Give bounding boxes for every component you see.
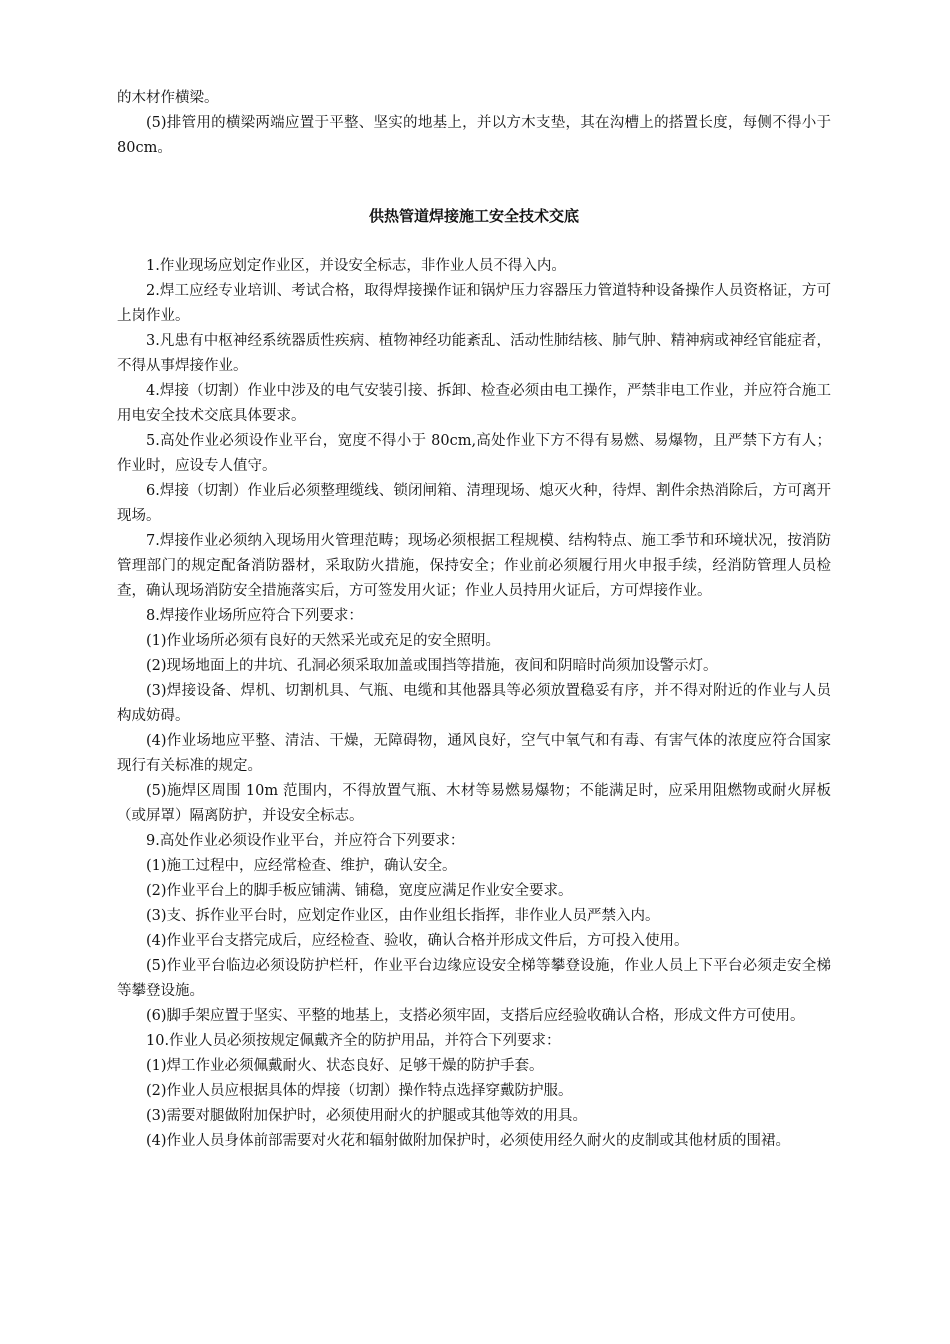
body-paragraph: 1.作业现场应划定作业区，并设安全标志，非作业人员不得入内。 — [146, 258, 566, 274]
body-paragraph: (1)作业场所必须有良好的天然采光或充足的安全照明。 — [146, 633, 501, 649]
body-paragraph: 3.凡患有中枢神经系统器质性疾病、植物神经功能紊乱、活动性肺结核、肺气肿、精神病或神经官能症者，不得从事焊接作业。 — [117, 333, 831, 374]
body-paragraph: 10.作业人员必须按规定佩戴齐全的防护用品，并符合下列要求： — [146, 1033, 561, 1049]
body-paragraph: (5)作业平台临边必须设防护栏杆，作业平台边缘应设安全梯等攀登设施，作业人员上下平台必须走安全梯等攀登设施。 — [117, 958, 831, 999]
body-paragraph: (3)支、拆作业平台时，应划定作业区，由作业组长指挥，非作业人员严禁入内。 — [146, 908, 660, 924]
body-paragraph: (1)焊工作业必须佩戴耐火、状态良好、足够干燥的防护手套。 — [146, 1058, 544, 1074]
body-paragraph: 8.焊接作业场所应符合下列要求： — [146, 608, 363, 624]
body-paragraph: 6.焊接（切割）作业后必须整理缆线、锁闭闸箱、清理现场、熄灭火种，待焊、割件余热消除后，方可离开现场。 — [117, 483, 831, 524]
body-paragraph: 4.焊接（切割）作业中涉及的电气安装引接、拆卸、检查必须由电工操作，严禁非电工作业，并应符合施工用电安全技术交底具体要求。 — [117, 383, 831, 424]
body-paragraph: (6)脚手架应置于坚实、平整的地基上，支搭必须牢固，支搭后应经验收确认合格，形成文件方可使用。 — [146, 1008, 805, 1024]
body-paragraph: (2)作业人员应根据具体的焊接（切割）操作特点选择穿戴防护服。 — [146, 1083, 573, 1099]
body-paragraph: (5)施焊区周围 10m 范围内，不得放置气瓶、木材等易燃易爆物；不能满足时，应采用阻燃物或耐火屏板（或屏罩）隔离防护，并设安全标志。 — [117, 783, 831, 824]
body-paragraph: 5.高处作业必须设作业平台，宽度不得小于 80cm,高处作业下方不得有易燃、易爆物，且严禁下方有人；作业时，应设专人值守。 — [117, 433, 831, 474]
body-paragraph: (2)现场地面上的井坑、孔洞必须采取加盖或围挡等措施，夜间和阴暗时尚须加设警示灯。 — [146, 658, 718, 674]
body-paragraph: (1)施工过程中，应经常检查、维护，确认安全。 — [146, 858, 457, 874]
body-paragraph: 2.焊工应经专业培训、考试合格，取得焊接操作证和锅炉压力容器压力管道特种设备操作人员资格证，方可上岗作业。 — [117, 283, 831, 324]
body-paragraph: (4)作业平台支搭完成后，应经检查、验收，确认合格并形成文件后，方可投入使用。 — [146, 933, 689, 949]
body-paragraph: 7.焊接作业必须纳入现场用火管理范畴；现场必须根据工程规模、结构特点、施工季节和环境状况，按消防管理部门的规定配备消防器材，采取防火措施，保持安全；作业前必须履行用火申报手续，经消防管理人员检查，确认现场消防安全措施落实后，方可签发用火证；作业人员持用火证后，方可焊接作业。 — [117, 533, 831, 599]
body-paragraph: (2)作业平台上的脚手板应铺满、铺稳，宽度应满足作业安全要求。 — [146, 883, 573, 899]
intro-section — [117, 86, 831, 161]
body-paragraph: 9.高处作业必须设作业平台，并应符合下列要求： — [146, 833, 465, 849]
body-paragraph: (3)需要对腿做附加保护时，必须使用耐火的护腿或其他等效的用具。 — [146, 1108, 588, 1124]
section-title: 供热管道焊接施工安全技术交底 — [368, 207, 579, 225]
body-section — [117, 254, 831, 1154]
body-paragraph: (3)焊接设备、焊机、切割机具、气瓶、电缆和其他器具等必须放置稳妥有序，并不得对附近的作业与人员构成妨碍。 — [117, 683, 831, 724]
body-paragraph: (4)作业人员身体前部需要对火花和辐射做附加保护时，必须使用经久耐火的皮制或其他材质的围裙。 — [146, 1133, 791, 1149]
intro-paragraph: (5)排管用的横梁两端应置于平整、坚实的地基上，并以方木支垫，其在沟槽上的搭置长度，每侧不得小于 80cm。 — [117, 115, 831, 156]
document-page — [117, 86, 831, 1154]
body-paragraph: (4)作业场地应平整、清洁、干燥，无障碍物，通风良好，空气中氧气和有毒、有害气体的浓度应符合国家现行有关标准的规定。 — [117, 733, 831, 774]
intro-paragraph: 的木材作横梁。 — [117, 90, 219, 106]
